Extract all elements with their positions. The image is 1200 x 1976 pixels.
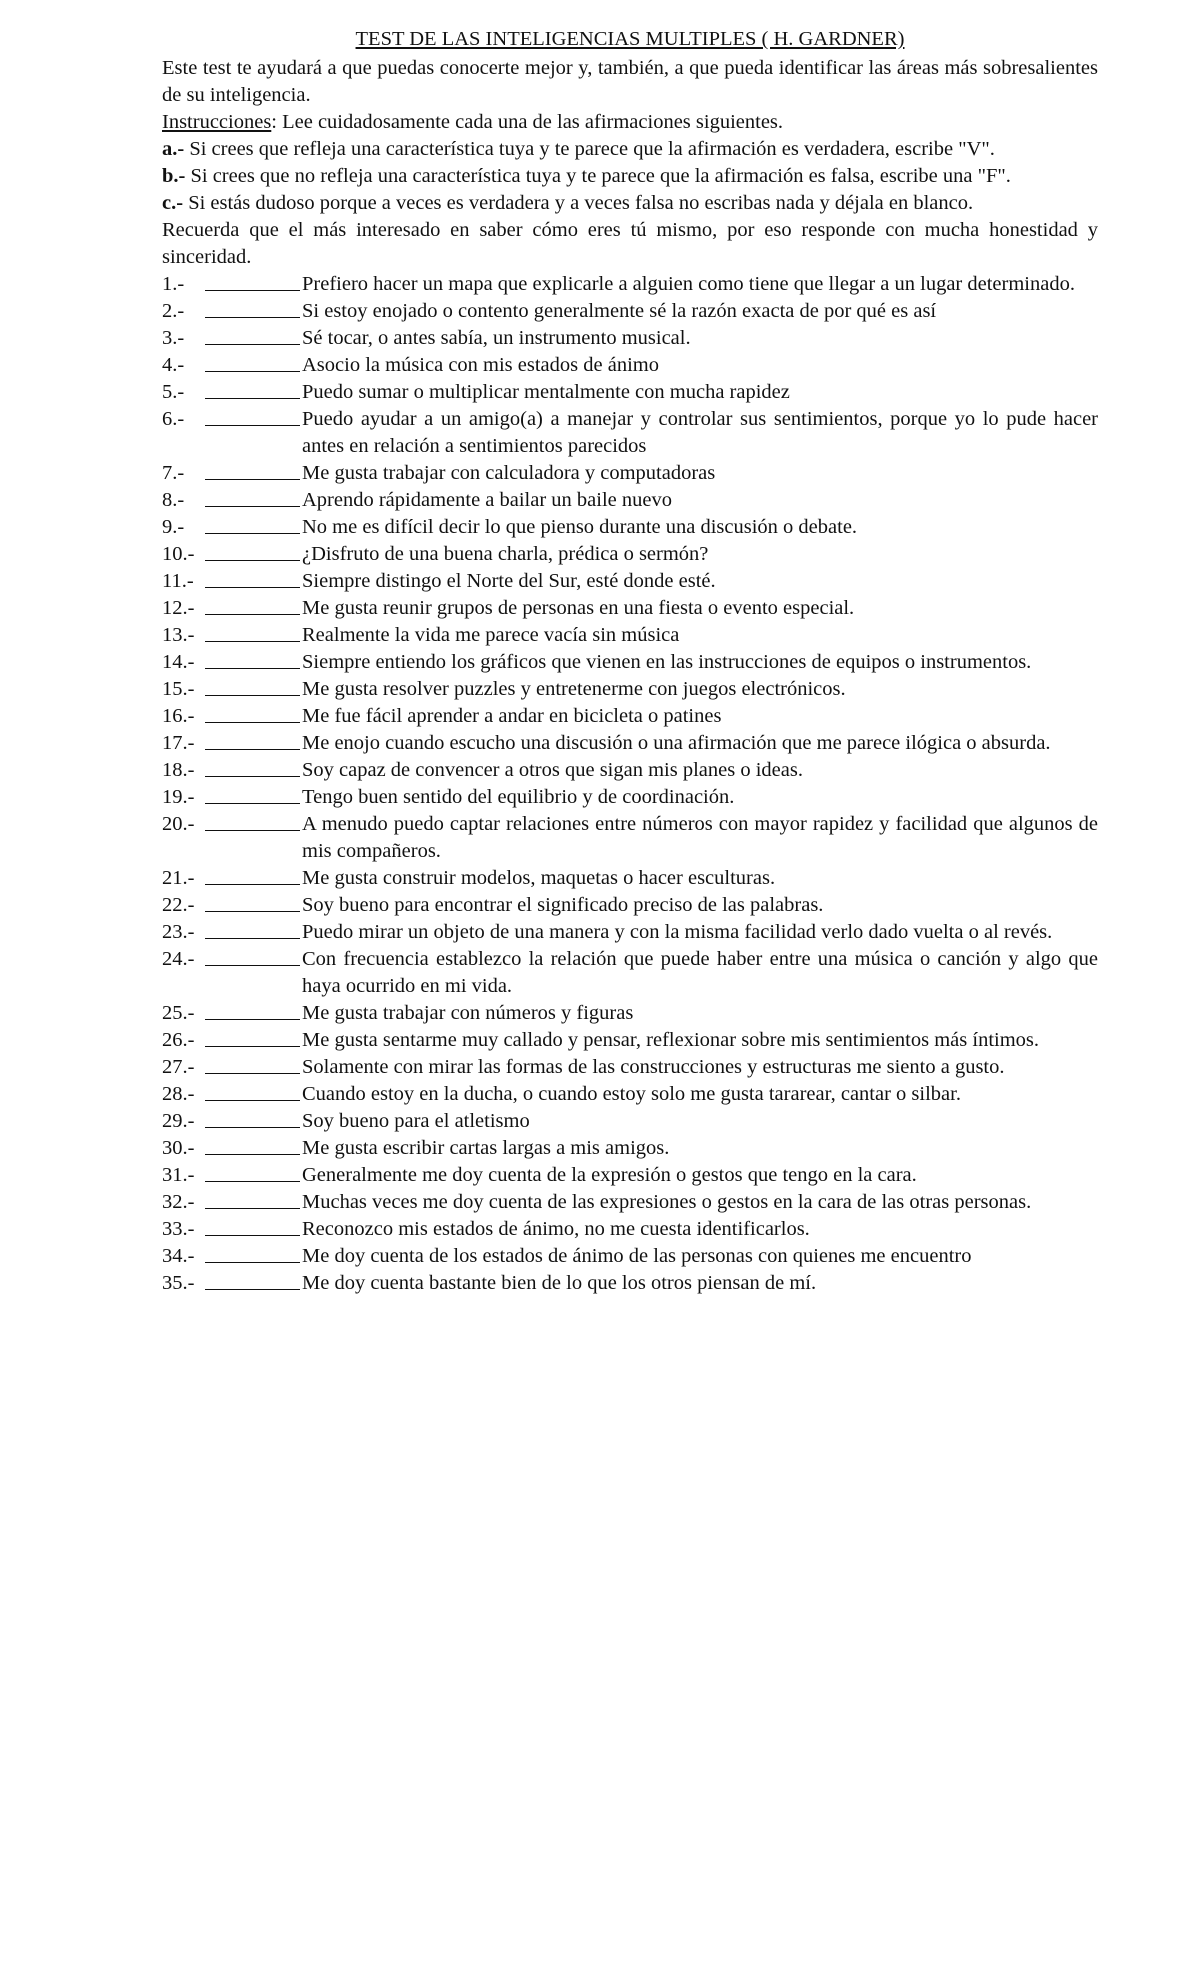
option-b-label: b.- [162,165,186,187]
question-text: Me gusta trabajar con calculadora y computadoras [302,462,716,484]
answer-blank[interactable] [205,1270,300,1290]
question-item [162,1216,1098,1243]
question-item [162,649,1098,676]
answer-blank[interactable] [205,676,300,696]
question-number: 3.- [162,327,185,349]
question-item [162,514,1098,541]
question-number: 22.- [162,894,195,916]
answer-blank[interactable] [205,1189,300,1209]
question-item [162,811,1098,865]
question-text: Puedo mirar un objeto de una manera y con la misma facilidad verlo dado vuelta o al revés. [302,921,1053,943]
question-text: Generalmente me doy cuenta de la expresión o gestos que tengo en la cara. [302,1164,917,1186]
answer-blank[interactable] [205,649,300,669]
question-text: Soy bueno para el atletismo [302,1110,530,1132]
answer-blank[interactable] [205,757,300,777]
question-number: 24.- [162,948,195,970]
answer-blank[interactable] [205,1081,300,1101]
question-text: Solamente con mirar las formas de las construcciones y estructuras me siento a gusto. [302,1056,1005,1078]
question-text: Me gusta reunir grupos de personas en una fiesta o evento especial. [302,597,855,619]
question-text: Me fue fácil aprender a andar en bicicleta o patines [302,705,722,727]
question-text: Tengo buen sentido del equilibrio y de coordinación. [302,786,735,808]
question-number: 19.- [162,786,195,808]
question-text: Me gusta resolver puzzles y entretenerme con juegos electrónicos. [302,678,846,700]
question-number: 1.- [162,273,185,295]
document-content [162,26,1098,1297]
question-text: A menudo puedo captar relaciones entre números con mayor rapidez y facilidad que algunos de mis compañeros. [302,813,1098,862]
answer-blank[interactable] [205,811,300,831]
question-text: Soy bueno para encontrar el significado preciso de las palabras. [302,894,824,916]
answer-blank[interactable] [205,379,300,399]
answer-blank[interactable] [205,892,300,912]
answer-blank[interactable] [205,730,300,750]
answer-blank[interactable] [205,784,300,804]
answer-blank[interactable] [205,406,300,426]
question-number: 34.- [162,1245,195,1267]
answer-blank[interactable] [205,514,300,534]
reminder-paragraph: Recuerda que el más interesado en saber cómo eres tú mismo, por eso responde con mucha honestidad y sinceridad. [162,219,1098,268]
question-number: 21.- [162,867,195,889]
answer-blank[interactable] [205,622,300,642]
question-item [162,568,1098,595]
question-text: Me gusta trabajar con números y figuras [302,1002,634,1024]
question-number: 23.- [162,921,195,943]
question-number: 26.- [162,1029,195,1051]
question-number: 7.- [162,462,185,484]
question-text: Muchas veces me doy cuenta de las expresiones o gestos en la cara de las otras personas. [302,1191,1032,1213]
question-text: Reconozco mis estados de ánimo, no me cuesta identificarlos. [302,1218,810,1240]
question-text: Puedo ayudar a un amigo(a) a manejar y controlar sus sentimientos, porque yo lo pude hacer antes en relación a sentimientos parecidos [302,408,1098,457]
answer-blank[interactable] [205,325,300,345]
question-number: 4.- [162,354,185,376]
intro-paragraph: Este test te ayudará a que puedas conocerte mejor y, también, a que pueda identificar las áreas más sobresalientes de su inteligencia. [162,57,1098,106]
question-number: 27.- [162,1056,195,1078]
question-text: Con frecuencia establezco la relación que puede haber entre una música o canción y algo que haya ocurrido en mi vida. [302,948,1098,997]
question-text: Si estoy enojado o contento generalmente sé la razón exacta de por qué es así [302,300,937,322]
question-item [162,676,1098,703]
answer-blank[interactable] [205,352,300,372]
question-number: 8.- [162,489,185,511]
answer-blank[interactable] [205,1162,300,1182]
question-item [162,487,1098,514]
page-title: TEST DE LAS INTELIGENCIAS MULTIPLES ( H. GARDNER) [355,28,905,50]
option-b-text: Si crees que no refleja una característica tuya y te parece que la afirmación es falsa, escribe una "F". [185,165,1011,187]
question-text: ¿Disfruto de una buena charla, prédica o sermón? [302,543,709,565]
question-number: 33.- [162,1218,195,1240]
question-number: 17.- [162,732,195,754]
answer-blank[interactable] [205,1243,300,1263]
instructions-text: : Lee cuidadosamente cada una de las afirmaciones siguientes. [271,111,784,133]
question-text: Siempre distingo el Norte del Sur, esté donde esté. [302,570,716,592]
question-item [162,703,1098,730]
question-text: Sé tocar, o antes sabía, un instrumento musical. [302,327,691,349]
question-number: 35.- [162,1272,195,1294]
question-item [162,730,1098,757]
question-item [162,1027,1098,1054]
question-item [162,406,1098,460]
question-text: Me doy cuenta bastante bien de lo que los otros piensan de mí. [302,1272,817,1294]
answer-blank[interactable] [205,1027,300,1047]
question-number: 28.- [162,1083,195,1105]
answer-blank[interactable] [205,487,300,507]
question-item [162,1108,1098,1135]
question-item [162,919,1098,946]
answer-blank[interactable] [205,946,300,966]
option-a-text: Si crees que refleja una característica tuya y te parece que la afirmación es verdadera, escribe "V". [184,138,995,160]
question-item [162,784,1098,811]
question-item [162,622,1098,649]
question-text: Puedo sumar o multiplicar mentalmente con mucha rapidez [302,381,790,403]
answer-blank[interactable] [205,568,300,588]
question-number: 14.- [162,651,195,673]
question-item [162,541,1098,568]
question-number: 15.- [162,678,195,700]
question-item [162,271,1098,298]
question-number: 18.- [162,759,195,781]
answer-blank[interactable] [205,460,300,480]
answer-blank[interactable] [205,703,300,723]
answer-blank[interactable] [205,541,300,561]
question-number: 31.- [162,1164,195,1186]
question-item [162,1135,1098,1162]
question-number: 30.- [162,1137,195,1159]
question-text: Soy capaz de convencer a otros que sigan mis planes o ideas. [302,759,803,781]
answer-blank[interactable] [205,298,300,318]
instructions-label: Instrucciones [162,111,272,133]
question-text: Cuando estoy en la ducha, o cuando estoy solo me gusta tararear, cantar o silbar. [302,1083,961,1105]
question-item [162,1081,1098,1108]
question-item [162,379,1098,406]
question-item [162,595,1098,622]
question-list [162,271,1098,1297]
question-number: 12.- [162,597,195,619]
answer-blank[interactable] [205,271,300,291]
option-b [162,163,1098,190]
option-c-text: Si estás dudoso porque a veces es verdadera y a veces falsa no escribas nada y déjala en blanco. [183,192,974,214]
answer-blank[interactable] [205,1054,300,1074]
question-number: 29.- [162,1110,195,1132]
option-c [162,190,1098,217]
question-text: Me doy cuenta de los estados de ánimo de las personas con quienes me encuentro [302,1245,972,1267]
question-text: Aprendo rápidamente a bailar un baile nuevo [302,489,672,511]
question-item [162,1270,1098,1297]
option-a [162,136,1098,163]
question-text: No me es difícil decir lo que pienso durante una discusión o debate. [302,516,858,538]
question-number: 25.- [162,1002,195,1024]
option-c-label: c.- [162,192,184,214]
answer-blank[interactable] [205,1216,300,1236]
answer-blank[interactable] [205,1135,300,1155]
question-item [162,892,1098,919]
question-text: Me gusta construir modelos, maquetas o hacer esculturas. [302,867,776,889]
question-text: Me enojo cuando escucho una discusión o una afirmación que me parece ilógica o absurda. [302,732,1051,754]
question-item [162,946,1098,1000]
question-item [162,325,1098,352]
question-text: Siempre entiendo los gráficos que vienen en las instrucciones de equipos o instrumentos. [302,651,1032,673]
question-number: 10.- [162,543,195,565]
question-text: Me gusta escribir cartas largas a mis amigos. [302,1137,670,1159]
question-item [162,460,1098,487]
question-number: 32.- [162,1191,195,1213]
question-item [162,352,1098,379]
question-text: Asocio la música con mis estados de ánimo [302,354,659,376]
question-text: Realmente la vida me parece vacía sin música [302,624,680,646]
question-number: 2.- [162,300,185,322]
answer-blank[interactable] [205,595,300,615]
question-item [162,1000,1098,1027]
option-a-label: a.- [162,138,185,160]
question-number: 16.- [162,705,195,727]
question-item [162,298,1098,325]
answer-blank[interactable] [205,919,300,939]
question-number: 5.- [162,381,185,403]
question-number: 9.- [162,516,185,538]
question-number: 6.- [162,408,185,430]
question-text: Prefiero hacer un mapa que explicarle a alguien como tiene que llegar a un lugar determinado. [302,273,1075,295]
question-item [162,1162,1098,1189]
answer-blank[interactable] [205,1000,300,1020]
question-item [162,865,1098,892]
question-text: Me gusta sentarme muy callado y pensar, reflexionar sobre mis sentimientos más íntimos. [302,1029,1040,1051]
answer-blank[interactable] [205,1108,300,1128]
question-number: 13.- [162,624,195,646]
answer-blank[interactable] [205,865,300,885]
question-item [162,1189,1098,1216]
instructions-paragraph [162,109,1098,136]
question-item [162,1243,1098,1270]
question-number: 20.- [162,813,195,835]
question-number: 11.- [162,570,194,592]
question-item [162,757,1098,784]
question-item [162,1054,1098,1081]
